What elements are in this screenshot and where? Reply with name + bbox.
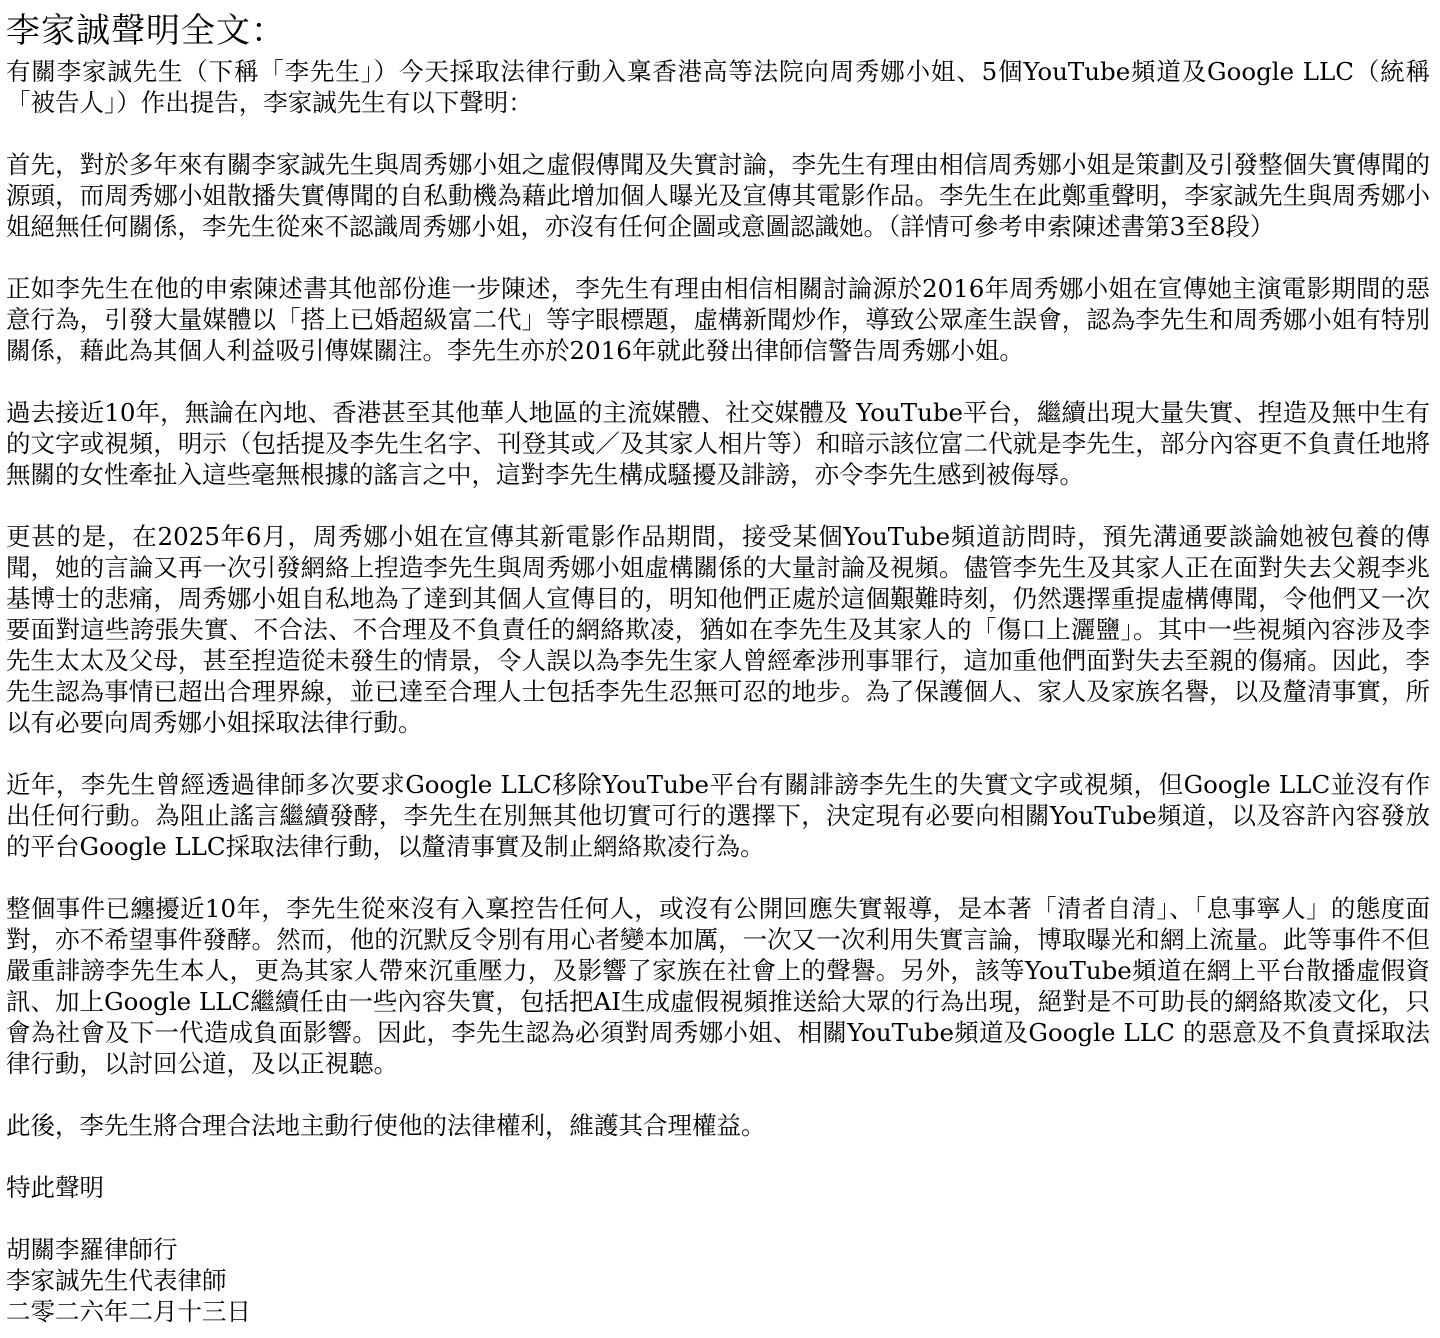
paragraph-2025-events: 更甚的是，在2025年6月，周秀娜小姐在宣傳其新電影作品期間，接受某個YouTube頻道訪問時，預先溝通要談論她被包養的傳聞，她的言論又再一次引發網絡上揑造李先生與周秀娜小姐虛構關係的大量討論及視頻。儘管李先生及其家人正在面對失去父親李兆基博士的悲痛，周秀娜小姐自私地為了達到其個人宣傳目的，明知他們正處於這個艱難時刻，仍然選擇重提虛構傳聞，令他們又一次要面對這些誇張失實、不合法、不合理及不負責任的網絡欺凌，猶如在李先生及其家人的「傷口上灑鹽」。其中一些視頻內容涉及李先生太太及父母，甚至揑造從未發生的情景，令人誤以為李先生家人曾經牽涉刑事罪行，這加重他們面對失去至親的傷痛。因此，李先生認為事情已超出合理界線，並已達至合理人士包括李先生忍無可忍的地步。為了保護個人、家人及家族名譽，以及釐清事實，所以有必要向周秀娜小姐採取法律行動。: [6, 522, 1430, 737]
signature-date: 二零二六年二月十三日: [6, 1297, 251, 1326]
paragraph-google-request: 近年，李先生曾經透過律師多次要求Google LLC移除YouTube平台有關誹謗李先生的失實文字或視頻，但Google LLC並沒有作出任何行動。為阻止謠言繼續發酵，李先生在別無其他切實可行的選擇下，決定現有必要向相關YouTube頻道，以及容許內容發放的平台Google LLC採取法律行動，以釐清事實及制止網絡欺凌行為。: [6, 770, 1430, 861]
document-title: 李家誠聲明全文：: [6, 11, 286, 51]
paragraph-intro: 有關李家誠先生（下稱「李先生」）今天採取法律行動入稟香港高等法院向周秀娜小姐、5個YouTube頻道及Google LLC（統稱「被告人」）作出提告，李家誠先生有以下聲明：: [6, 57, 1430, 117]
paragraph-hereafter: 此後，李先生將合理合法地主動行使他的法律權利，維護其合理權益。: [6, 1111, 766, 1140]
statement-document: [6, 8, 1430, 1327]
paragraph-firstly: 首先，對於多年來有關李家誠先生與周秀娜小姐之虛假傳聞及失實討論，李先生有理由相信周秀娜小姐是策劃及引發整個失實傳聞的源頭，而周秀娜小姐散播失實傳聞的自私動機為藉此增加個人曝光及宣傳其電影作品。李先生在此鄭重聲明，李家誠先生與周秀娜小姐絕無任何關係，李先生從來不認識周秀娜小姐，亦沒有任何企圖或意圖認識她。（詳情可參考申索陳述書第3至8段）: [6, 150, 1430, 241]
paragraph-2016-background: 正如李先生在他的申索陳述書其他部份進一步陳述，李先生有理由相信相關討論源於2016年周秀娜小姐在宣傳她主演電影期間的惡意行為，引發大量媒體以「搭上已婚超級富二代」等字眼標題，虛構新聞炒作，導致公眾產生誤會，認為李先生和周秀娜小姐有特別關係，藉此為其個人利益吸引傳媒關注。李先生亦於2016年就此發出律師信警告周秀娜小姐。: [6, 274, 1430, 365]
paragraph-declaration: 特此聲明: [6, 1173, 104, 1202]
signature-role: 李家誠先生代表律師: [6, 1266, 227, 1295]
paragraph-overall: 整個事件已纏擾近10年，李先生從來沒有入稟控告任何人，或沒有公開回應失實報導，是本著「清者自清」、「息事寧人」的態度面對，亦不希望事件發酵。然而，他的沉默反令別有用心者變本加厲，一次又一次利用失實言論，博取曝光和網上流量。此等事件不但嚴重誹謗李先生本人，更為其家人帶來沉重壓力，及影響了家族在社會上的聲譽。另外，該等YouTube頻道在網上平台散播虛假資訊、加上Google LLC繼續任由一些內容失實，包括把AI生成虛假視頻推送給大眾的行為出現，絕對是不可助長的網絡欺凌文化，只會為社會及下一代造成負面影響。因此，李先生認為必須對周秀娜小姐、相關YouTube頻道及Google LLC 的惡意及不負責採取法律行動，以討回公道，及以正視聽。: [6, 894, 1430, 1078]
paragraph-past-decade: 過去接近10年，無論在內地、香港甚至其他華人地區的主流媒體、社交媒體及 YouTube平台，繼續出現大量失實、揑造及無中生有的文字或視頻，明示（包括提及李先生名字、刊登其或／及其家人相片等）和暗示該位富二代就是李先生，部分內容更不負責任地將無關的女性牽扯入這些毫無根據的謠言之中，這對李先生構成騷擾及誹謗，亦令李先生感到被侮辱。: [6, 398, 1430, 489]
signature-firm: 胡關李羅律師行: [6, 1235, 178, 1264]
signature-block: [6, 1234, 1430, 1327]
